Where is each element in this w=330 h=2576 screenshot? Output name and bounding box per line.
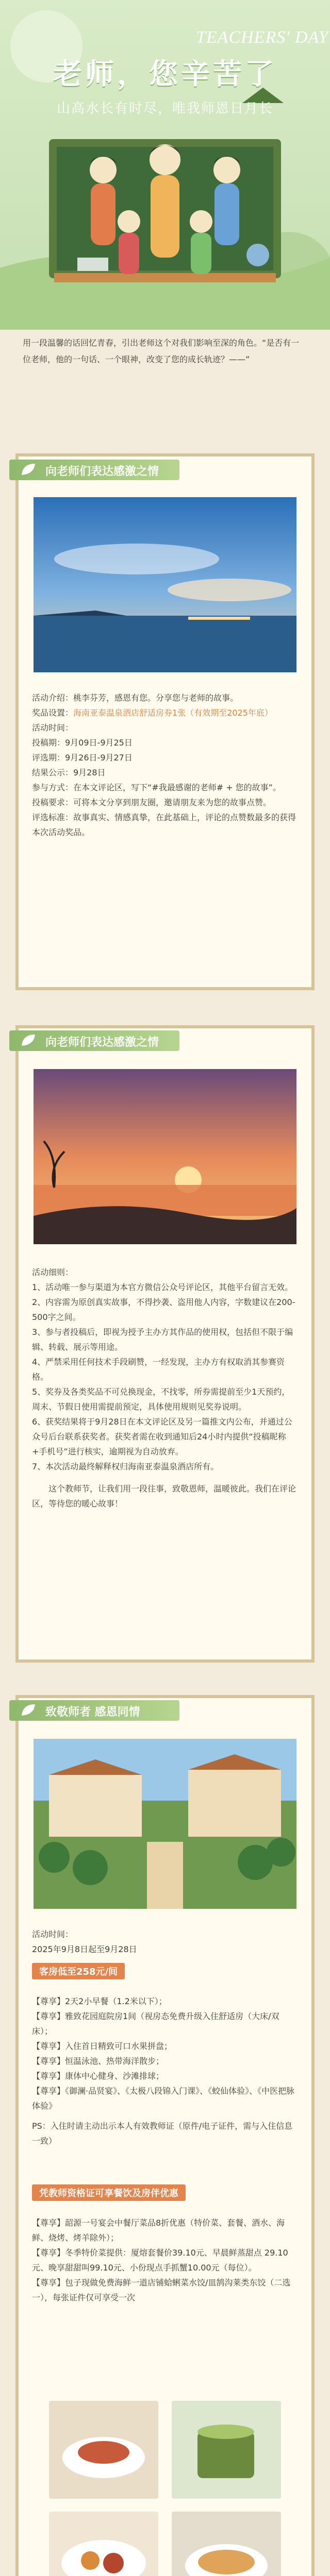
section2-heading: 向老师们表达感激之情 [45,1036,159,1049]
time-line: 评选期：9月26日-9月27日 [32,753,133,762]
leaf-icon [20,462,37,479]
section1-photo [34,497,296,672]
food-item: 【尊享】韶源一号宴会中餐厅菜品8折优惠（特价菜、套餐、酒水、海鲜、烧烤、烤羊除外）； [32,2218,285,2243]
food-photo [49,2401,158,2499]
room-item: 【尊享】康体中心健身、沙滩排球； [32,2071,164,2081]
hero-brand: TEACHERS' DAY [196,28,329,47]
food-item: 【尊享】冬季特价菜提供：厦熔套餐价39.10元、早晨鲜蒸甜点 29.10元、晚享甜甜叫99.10元、小份现点手抓蟹10.00元（每位）。 [32,2248,288,2273]
rule-line: 评选标准：故事真实、情感真挚，在此基础上，评论的点赞数最多的获得本次活动奖品。 [32,812,296,837]
room-items [32,1994,298,2148]
time-line: 结果公示：9月28日 [32,768,106,777]
section2-body [32,1265,298,1511]
time-label: 活动时间： [32,723,74,733]
hero-banner [0,0,330,330]
time-line: 投稿期：9月09日-9月25日 [32,738,133,748]
section2-header [9,1023,321,1054]
section3-body [32,1927,298,1957]
room-item: 【尊享】雅致花园庭院房1间（视房态免费升级入住舒适房（大床/双床）； [32,2011,279,2036]
rule-line: 3、参与者投稿后，即视为授予主办方其作品的使用权，包括但不限于编辑、转载、展示等用途。 [32,1327,293,1352]
room-item: 【尊享】入住首日精致可口水果拼盘； [32,2041,173,2051]
section1-header [9,452,321,483]
prize-line [32,705,298,720]
leaf-icon [20,1702,37,1720]
rule-line: 5、奖券及各类奖品不可兑换现金，不找零，所券需提前至少1天预约，周末、节假日使用需提前预定，具体使用规则见奖券说明。 [32,1387,290,1412]
room-item: 【尊享】2天2小早餐（1.2米以下）； [32,1996,167,2006]
section3-heading: 致敬师者 感恩同情 [45,1706,140,1719]
food-photo [172,2512,281,2576]
food-items [32,2215,298,2305]
time-label: 活动时间： [32,1929,74,1939]
closing-text: 这个教师节，让我们用一段往事，致敬恩师，温暖彼此。我们在评论区，等待您的暖心故事！ [32,1484,296,1509]
intro-text: 用一段温馨的话回忆青春，引出老师这个对我们影响至深的角色。“是否有一位老师，他的一句话、一个眼神，改变了您的成长轨迹？——” [23,338,300,364]
section2-photo [34,1069,296,1244]
rule-line: 参与方式：在本文评论区，写下“#我最感谢的老师# + 您的故事”。 [32,783,281,792]
room-item: 【尊享】恒温泳池、热带海洋散步； [32,2056,164,2066]
rule-line: 4、严禁采用任何技术手段刷赞，一经发现，主办方有权取消其参赛资格。 [32,1357,285,1382]
prize-value: 海南亚泰温泉酒店舒适房券1张（有效期至2025年底） [73,708,273,718]
section1-heading: 向老师们表达感激之情 [45,465,159,478]
food-photo [49,2512,158,2576]
time-value: 2025年9月8日起至9月28日 [32,1944,137,1954]
activity-intro: 活动介绍：桃李芬芳，感恩有您。分享您与老师的故事。 [32,693,239,703]
rules-title: 活动细则： [32,1267,74,1277]
rule-line: 7、本次活动最终解释权归海南亚泰温泉酒店所有。 [32,1462,219,1471]
food-gallery [49,2401,281,2576]
leaf-icon [20,1032,37,1050]
hero-subtitle: 山高水长有时尽，唯我师恩日月长 [56,101,273,116]
food-photo [172,2401,281,2499]
hero-illustration [0,0,330,330]
prize-label: 奖品设置： [32,708,74,718]
rule-line: 6、获奖结果将于9月28日在本文评论区及另一篇推文内公布，并通过公众号后台联系获奖者。获奖者需在收到通知后24小时内提供“投稿昵称+手机号”进行核实，逾期视为自动放弃。 [32,1417,292,1456]
rule-line: 投稿要求：可将本文分享到朋友圈，邀请朋友来为您的故事点赞。 [32,798,272,807]
room-badge: 客房低至258元/间 [32,1963,125,1979]
food-item: 【尊享】包子现做免费海鲜一道店铺蛤蜊菜水饺/皿鹄沟莱类东饺（二选一），每张证件仅可享受一次 [32,2278,291,2302]
food-badge: 凭教师资格证可享餐饮及房伴优惠 [32,2184,186,2201]
ps-note: PS：入住时请主动出示本人有效教师证（原件/电子证件，需与入住信息一致） [32,2121,293,2146]
rule-line: 2、内容需为原创真实故事，不得抄袭、盗用他人内容，字数建议在200-500字之间。 [32,1297,295,1322]
room-item: 【尊享】《御澜·品贤宴》、《太极八段锦入门课》、《蛟仙体验》、《中医把脉体验》 [32,2086,295,2111]
section1-body [32,690,298,840]
hero-title: 老师，您辛苦了 [53,58,277,91]
section3-header [9,1693,321,1724]
section3-photo [34,1739,296,1909]
rule-line: 1、活动唯一参与渠道为本官方微信公众号评论区，其他平台留言无效。 [32,1282,293,1292]
